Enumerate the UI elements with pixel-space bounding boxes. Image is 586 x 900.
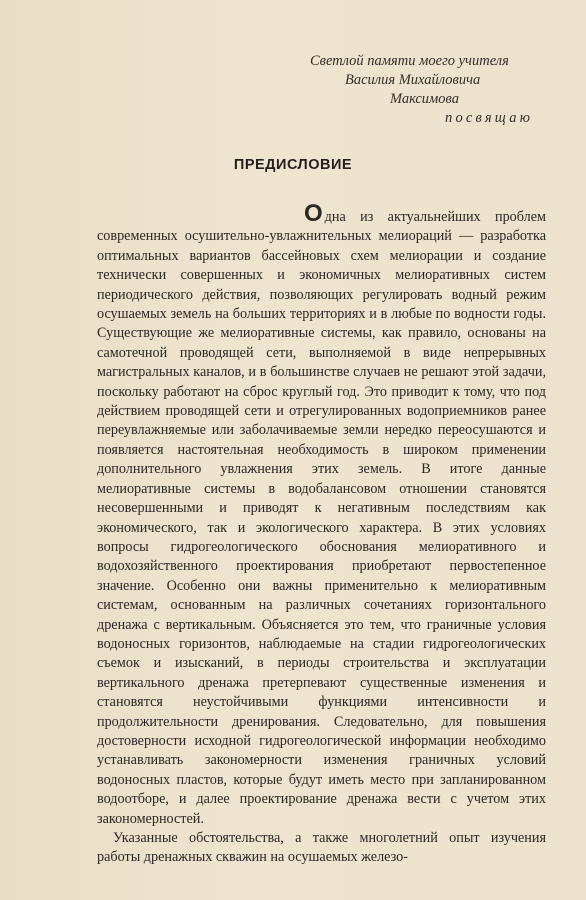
- paragraph: [97, 200, 546, 829]
- dedication: [300, 52, 548, 128]
- dedication-line: посвящаю: [445, 110, 534, 126]
- body-text: [97, 200, 546, 868]
- dedication-line: Максимова: [390, 91, 459, 107]
- page-title: ПРЕДИСЛОВИЕ: [233, 157, 353, 173]
- dedication-line: Светлой памяти моего учителя: [310, 53, 509, 69]
- paragraph-text: дна из актуальнейших проблем современных осушительно-увлажнительных мелиораций — разработка оптимальных вариантов бассейновых схем мелиорации и создание технически совершенных и экономичных мелиоративных систем периодического действия, позволяющих регулировать водный режим осушаемых земель на больших территориях и в любые по водности годы. Существующие же мелиоративные системы, как правило, основаны на самотечной проводящей сети, выполняемой в виде непрерывных магистральных каналов, и в большинстве случаев не решают этой задачи, поскольку работают на сброс круглый год. Это приводит к тому, что под действием проводящей сети и отрегулированных водоприемников ранее переувлажняемые или заболачиваемые земли нередко переосушаются и появляется настоятельная необходимость в широком применении дополнительного увлажнения этих земель. В итоге данные мелиоративные системы в водобалансовом отношении становятся несовершенными и приводят к негативным последствиям как экономического, так и экологического характера. В этих условиях вопросы гидрогеологического обоснования мелиоративного и водохозяйственного проектирования приобретают первостепенное значение. Особенно они важны применительно к мелиоративным системам, основанным на различных сочетаниях горизонтального дренажа с вертикальным. Объясняется это тем, что граничные условия водоносных горизонтов, наблюдаемые на стадии гидрогеологических съемок и изысканий, в периоды строительства и эксплуатации вертикального дренажа претерпевают существенные изменения и становятся неустойчивыми функциями интенсивности и продолжительности дренирования. Следовательно, для повышения достоверности исходной гидрогеологической информации необходимо устанавливать закономерности изменения граничных условий водоносных пластов, которые будут иметь место при запланированном водоотборе, и далее проектирование дренажа вести с учетом этих закономерностей.: [97, 209, 546, 827]
- paragraph: Указанные обстоятельства, а также многолетний опыт изучения работы дренажных скважин на осушаемых железо-: [97, 830, 546, 866]
- dedication-line: Василия Михайловича: [345, 72, 481, 88]
- initial-letter: О: [304, 200, 323, 227]
